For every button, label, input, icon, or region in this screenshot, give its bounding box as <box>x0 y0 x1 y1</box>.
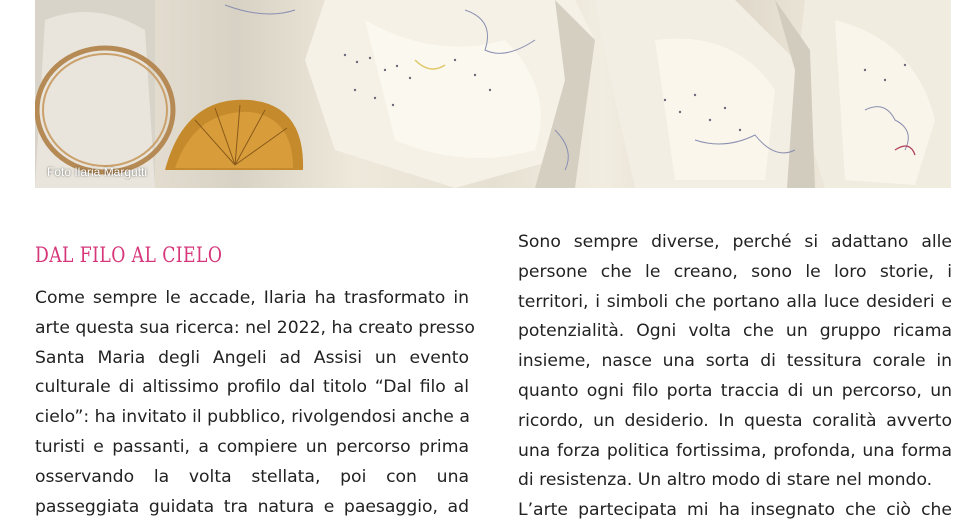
paragraph-line: di resistenza. Un altro modo di stare nel mondo. <box>518 470 933 491</box>
paragraph-line: turisti e passanti, a compiere un percorso prima <box>35 436 469 457</box>
paragraph-line: Santa Maria degli Angeli ad Assisi un evento <box>35 347 469 368</box>
section-heading: DAL FILO AL CIELO <box>35 243 223 267</box>
paragraph-line: una forza politica fortissima, profonda, una forma <box>518 440 952 461</box>
paragraph-line: persone che le creano, sono le loro storie, i <box>518 261 952 282</box>
paragraph-line: potenzialità. Ogni volta che un gruppo ricama <box>518 321 952 342</box>
paragraph-line: insieme, nasce una sorta di tessitura corale in <box>518 351 952 372</box>
photo-caption: Foto Ilaria Margutti <box>47 165 148 179</box>
paragraph-line: cielo”: ha invitato il pubblico, rivolgendosi anche a <box>35 407 470 428</box>
paragraph-line: quanto ogni filo porta traccia di un percorso, un <box>518 380 952 401</box>
article-photo <box>35 0 951 188</box>
paragraph-line: L’arte partecipata mi ha insegnato che ciò che <box>518 500 952 521</box>
paragraph-line: territori, i simboli che portano alla luce desideri e <box>518 291 952 312</box>
article-column-right <box>518 228 952 526</box>
paragraph-line: passeggiata guidata tra natura e paesaggio, ad <box>35 496 469 517</box>
paragraph-line: ricordo, un desiderio. In questa coralità avverto <box>518 410 952 431</box>
embroidered-fabric-illustration <box>35 0 951 188</box>
article-column-left <box>35 284 475 522</box>
paragraph-line: culturale di altissimo profilo dal titolo “Dal filo al <box>35 377 469 398</box>
paragraph-line: arte questa sua ricerca: nel 2022, ha creato presso <box>35 317 475 338</box>
paragraph-line: Sono sempre diverse, perché si adattano alle <box>518 232 952 252</box>
paragraph-line: Come sempre le accade, Ilaria ha trasformato in <box>35 288 469 308</box>
paragraph-line: osservando la volta stellata, poi con una <box>35 466 469 487</box>
